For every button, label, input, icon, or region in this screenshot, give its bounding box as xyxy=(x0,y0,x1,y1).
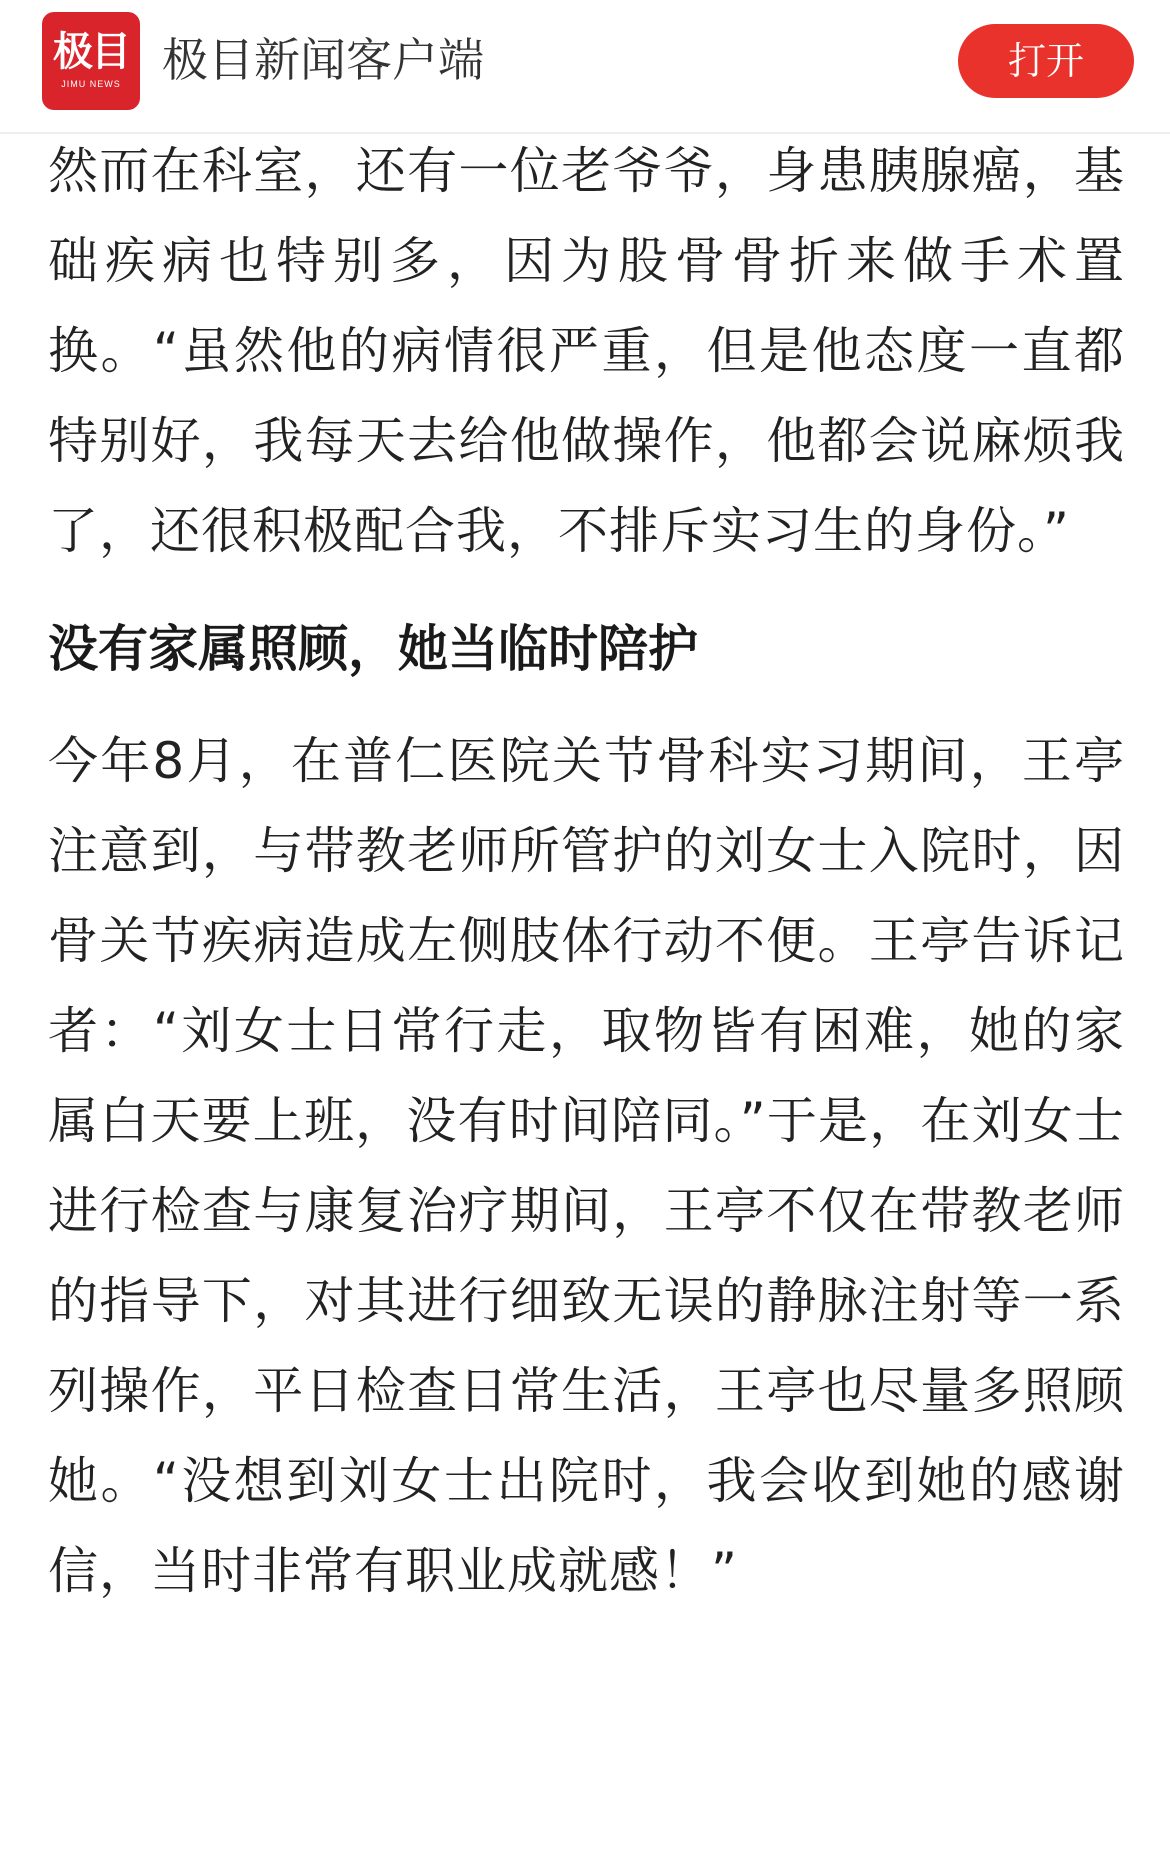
logo-subtext: JIMU NEWS xyxy=(61,79,121,89)
app-name: 极目新闻客户端 xyxy=(162,33,484,87)
logo-text: 极目 xyxy=(53,28,129,75)
article-paragraph: 然而在科室，还有一位老爷爷，身患胰腺癌，基础疾病也特别多，因为股骨骨折来做手术置换。“虽然他的病情很严重，但是他态度一直都特别好，我每天去给他做操作，他都会说麻烦我了，还很积极配合我，不排斥实习生的身份。” xyxy=(48,142,1125,560)
jimu-news-logo[interactable] xyxy=(42,12,140,110)
open-app-button[interactable]: 打开 xyxy=(958,24,1134,98)
article-paragraph: 今年8月，在普仁医院关节骨科实习期间，王亭注意到，与带教老师所管护的刘女士入院时，因骨关节疾病造成左侧肢体行动不便。王亭告诉记者：“刘女士日常行走，取物皆有困难，她的家属白天要上班，没有时间陪同。”于是，在刘女士进行检查与康复治疗期间，王亭不仅在带教老师的指导下，对其进行细致无误的静脉注射等一系列操作，平日检查日常生活，王亭也尽量多照顾她。“没想到刘女士出院时，我会收到她的感谢信，当时非常有职业成就感！” xyxy=(48,732,1125,1600)
app-banner xyxy=(0,0,1170,134)
article-body xyxy=(48,126,1125,1616)
article-subheading: 没有家属照顾，她当临时陪护 xyxy=(48,620,698,678)
